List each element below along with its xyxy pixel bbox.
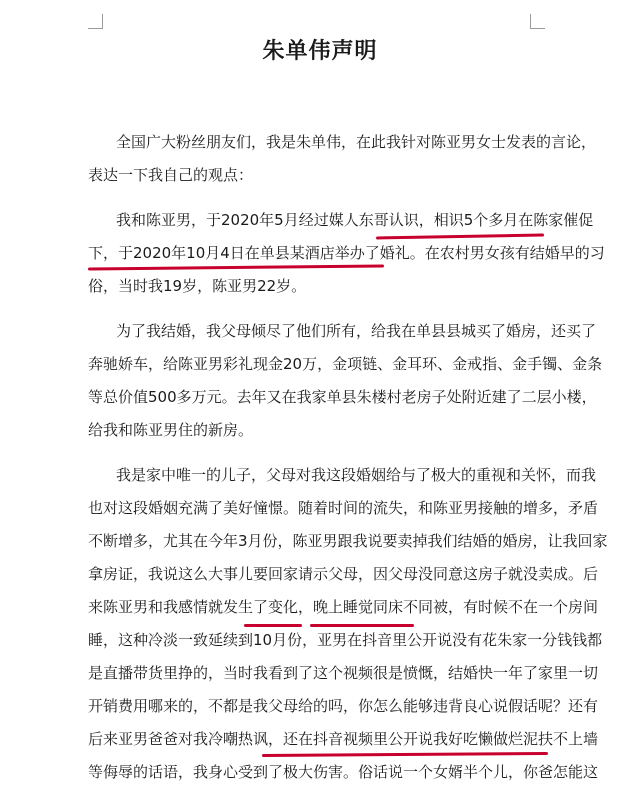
- text-line: 拿房证，我说这么大事儿要回家请示父母，因父母没同意这房子就没卖成。后: [88, 565, 599, 583]
- text-line: 来陈亚男和我感情就发生了变化，晚上睡觉同床不同被，有时候不在一个房间: [88, 598, 599, 616]
- red-underline-mark: [376, 234, 544, 240]
- document-title: 朱单伟声明: [262, 39, 378, 64]
- text-line: 开销费用哪来的，不都是我父母给的吗，你怎么能够违背良心说假话呢？还有: [88, 697, 599, 715]
- red-underline-mark: [262, 752, 548, 757]
- red-underline-mark: [310, 624, 414, 627]
- text-line: 全国广大粉丝朋友们，我是朱单伟，在此我针对陈亚男女士发表的言论，: [116, 133, 597, 151]
- text-line: 睡，这种冷淡一致延续到10月份，亚男在抖音里公开说没有花朱家一分钱钱都: [88, 631, 603, 649]
- text-line: 后来亚男爸爸对我冷嘲热讽，还在抖音视频里公开说我好吃懒做烂泥扶不上墙: [88, 730, 599, 748]
- text-line: 给我和陈亚男住的新房。: [88, 421, 254, 439]
- text-line: 我和陈亚男，于2020年5月经过媒人东哥认识，相识5个多月在陈家催促: [116, 211, 594, 229]
- text-line: 也对这段婚姻充满了美好憧憬。随着时间的流失，和陈亚男接触的增多，矛盾: [88, 499, 599, 517]
- page-corner-mark-right: [530, 14, 545, 29]
- text-line: 奔驰娇车，给陈亚男彩礼现金20万，金项链、金耳环、金戒指、金手镯、金条: [88, 355, 603, 373]
- red-underline-mark: [244, 624, 302, 627]
- text-line: 等总价值500多万元。去年又在我家单县朱楼村老房子处附近建了二层小楼，: [88, 388, 597, 406]
- red-underline-mark: [88, 264, 384, 270]
- text-line: 不断增多，尤其在今年3月份，陈亚男跟我说要卖掉我们结婚的婚房，让我回家: [88, 532, 608, 550]
- text-line: 表达一下我自己的观点：: [88, 166, 254, 184]
- text-line: 下，于2020年10月4日在单县某酒店举办了婚礼。在农村男女孩有结婚早的习: [88, 244, 605, 262]
- text-line: 俗，当时我19岁，陈亚男22岁。: [88, 277, 307, 295]
- page-corner-mark-left: [88, 14, 103, 29]
- text-line: 为了我结婚，我父母倾尽了他们所有，给我在单县县城买了婚房，还买了: [116, 322, 597, 340]
- text-line: 是直播带货里挣的，当时我看到了这个视频很是愤慨，结婚快一年了家里一切: [88, 664, 599, 682]
- text-line: 我是家中唯一的儿子，父母对我这段婚姻给与了极大的重视和关怀，而我: [116, 466, 597, 484]
- text-line: 等侮辱的话语，我身心受到了极大伤害。俗话说一个女婿半个儿，你爸怎能这: [88, 763, 599, 781]
